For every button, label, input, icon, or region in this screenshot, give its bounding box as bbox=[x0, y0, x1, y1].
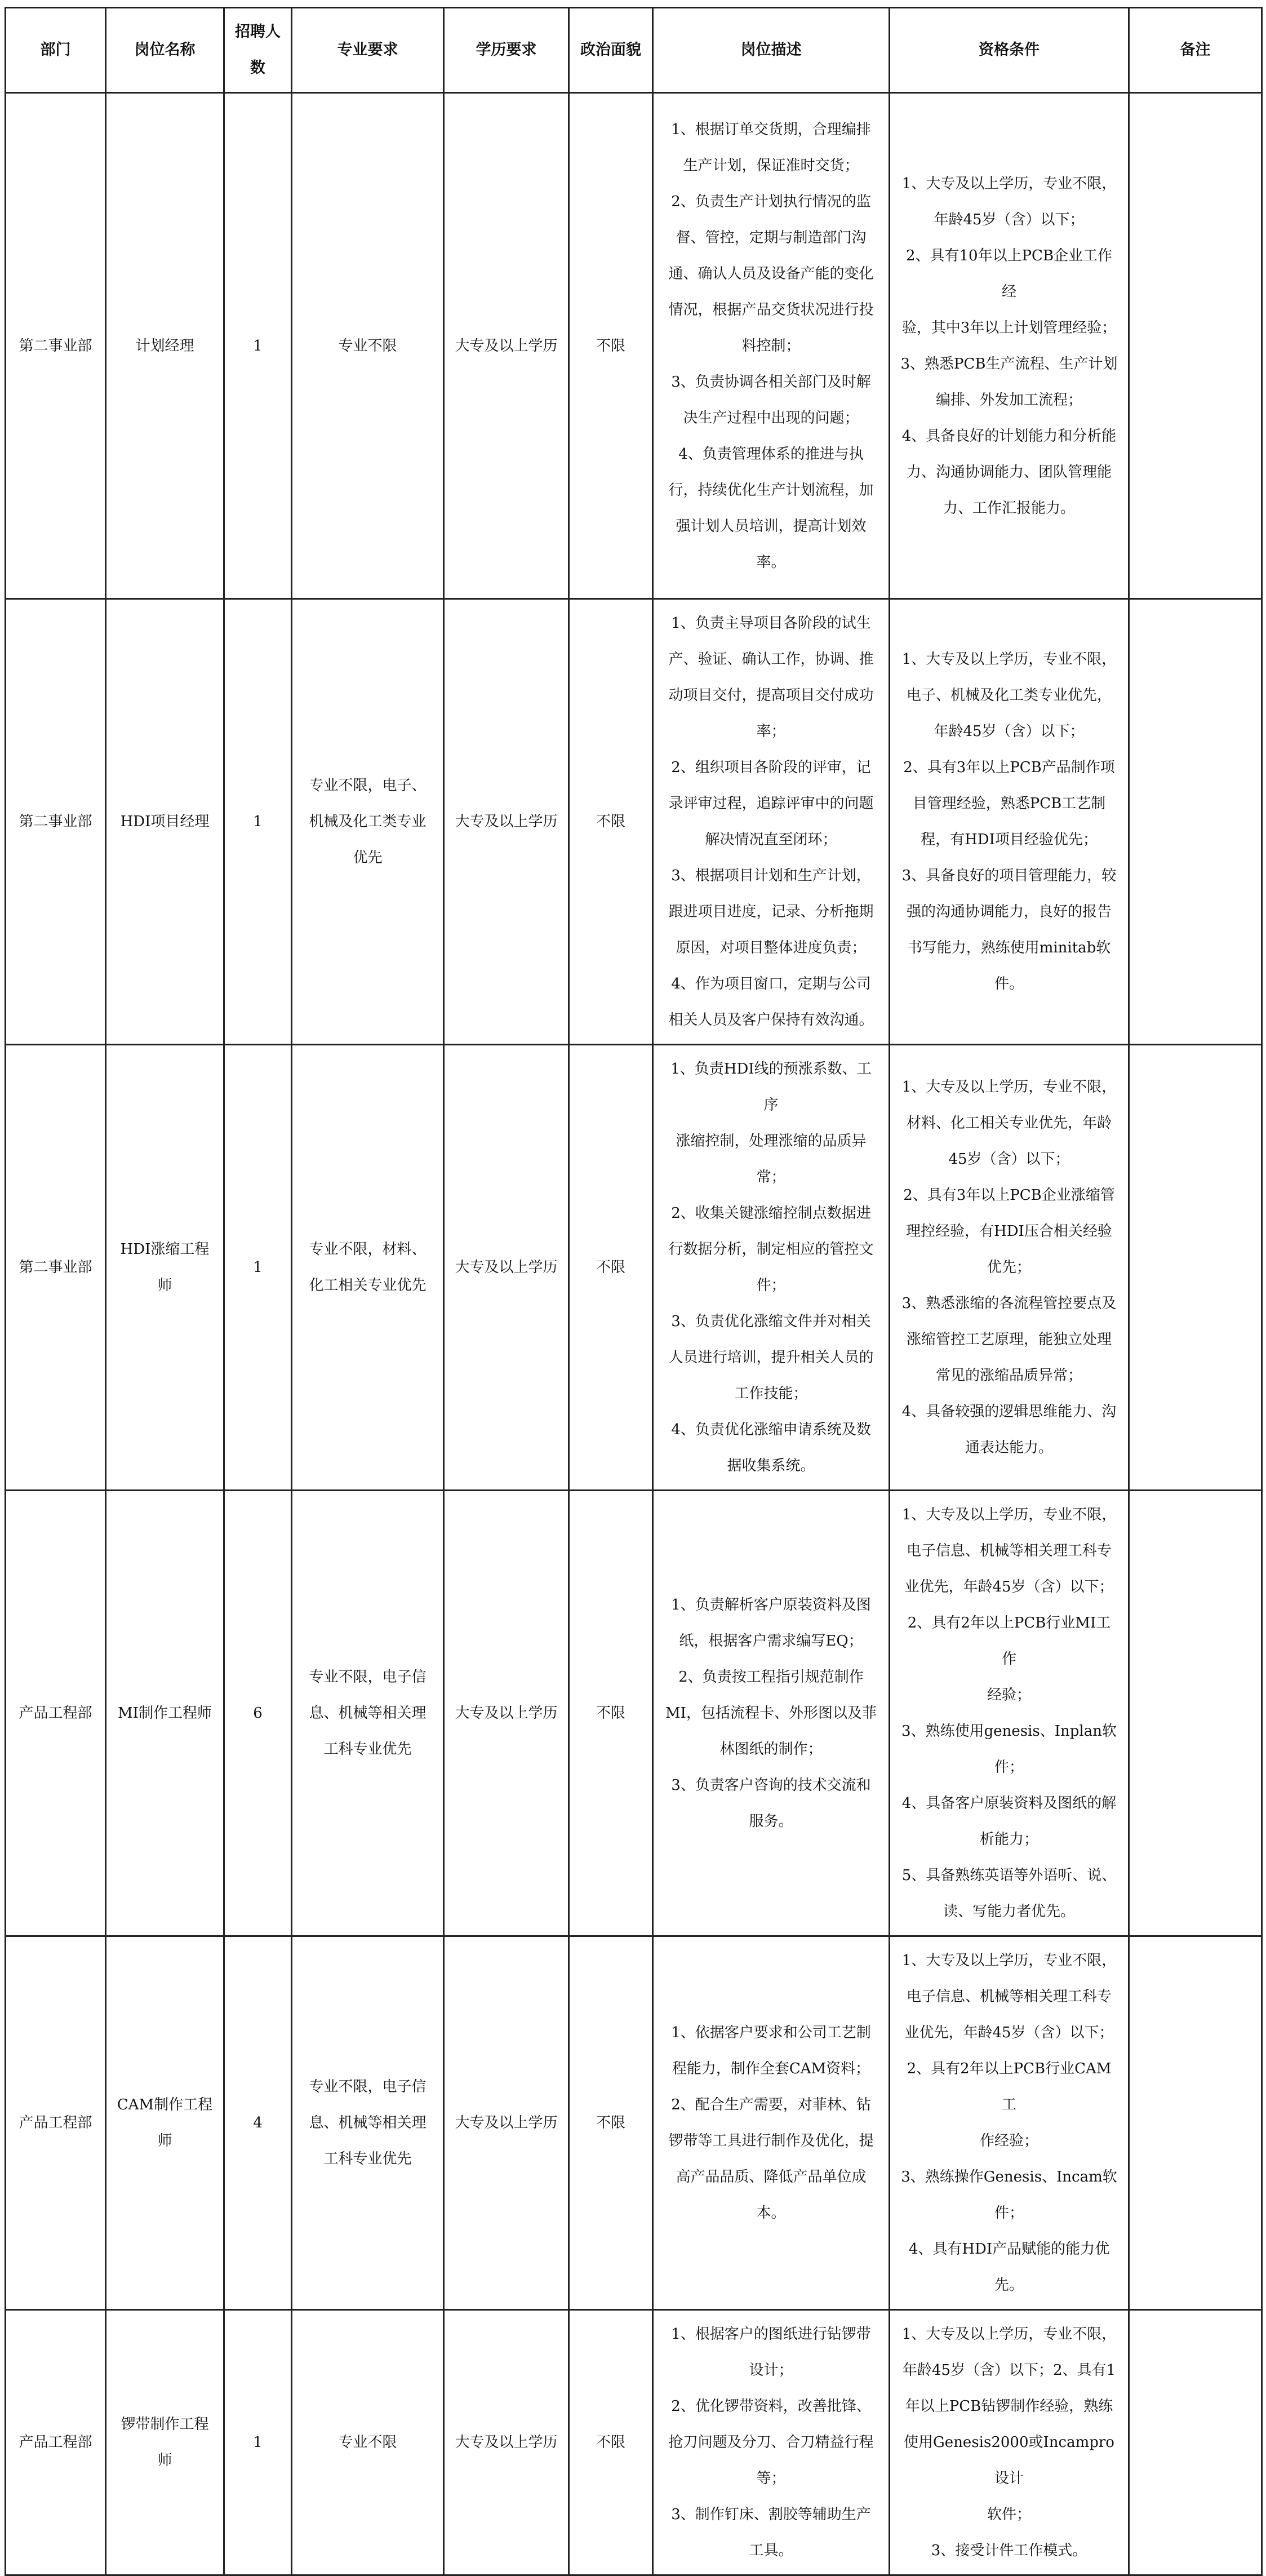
cell-position: CAM制作工程 师 bbox=[106, 1936, 224, 2310]
cell-major: 专业不限，电子、 机械及化工类专业 优先 bbox=[292, 599, 444, 1045]
cell-education: 大专及以上学历 bbox=[444, 1936, 569, 2310]
cell-remarks bbox=[1129, 1936, 1262, 2310]
cell-political: 不限 bbox=[569, 1491, 653, 1936]
cell-remarks bbox=[1129, 2310, 1262, 2575]
cell-description: 1、负责解析客户原装资料及图 纸，根据客户需求编写EQ； 2、负责按工程指引规范制作 MI，包括流程卡、外形图以及菲 林图纸的制作； 3、负责客户咨询的技术交流和 服务。 bbox=[653, 1491, 890, 1936]
cell-education: 大专及以上学历 bbox=[444, 1491, 569, 1936]
cell-education: 大专及以上学历 bbox=[444, 599, 569, 1045]
cell-qualification: 1、大专及以上学历，专业不限， 电子信息、机械等相关理工科专 业优先，年龄45岁（含）以下； 2、具有2年以上PCB行业MI工作 经验； 3、熟练使用genesis、Inplan软 件； 4、具备客户原装资料及图纸的解 析能力； 5、具备熟练英语等外语听、说、 读、写能力者优先。 bbox=[890, 1491, 1129, 1936]
cell-political: 不限 bbox=[569, 1936, 653, 2310]
cell-major: 专业不限 bbox=[292, 2310, 444, 2575]
cell-qualification: 1、大专及以上学历，专业不限， 年龄45岁（含）以下； 2、具有10年以上PCB企业工作经 验，其中3年以上计划管理经验； 3、熟悉PCB生产流程、生产计划 编排、外发加工流程； 4、具备良好的计划能力和分析能 力、沟通协调能力、团队管理能 力、工作汇报能力。 bbox=[890, 93, 1129, 599]
cell-position: HDI项目经理 bbox=[106, 599, 224, 1045]
header-political: 政治面貌 bbox=[569, 8, 653, 93]
table-row bbox=[6, 1936, 1262, 2310]
cell-education: 大专及以上学历 bbox=[444, 93, 569, 599]
cell-remarks bbox=[1129, 599, 1262, 1045]
table-row bbox=[6, 1045, 1262, 1491]
cell-count: 4 bbox=[224, 1936, 292, 2310]
header-dept: 部门 bbox=[6, 8, 106, 93]
table-row bbox=[6, 1491, 1262, 1936]
cell-position: MI制作工程师 bbox=[106, 1491, 224, 1936]
cell-count: 6 bbox=[224, 1491, 292, 1936]
cell-count: 1 bbox=[224, 2310, 292, 2575]
cell-political: 不限 bbox=[569, 93, 653, 599]
cell-position: 锣带制作工程 师 bbox=[106, 2310, 224, 2575]
cell-position: HDI涨缩工程 师 bbox=[106, 1045, 224, 1491]
cell-count: 1 bbox=[224, 1045, 292, 1491]
cell-political: 不限 bbox=[569, 599, 653, 1045]
cell-remarks bbox=[1129, 1045, 1262, 1491]
cell-education: 大专及以上学历 bbox=[444, 1045, 569, 1491]
cell-major: 专业不限，材料、 化工相关专业优先 bbox=[292, 1045, 444, 1491]
cell-major: 专业不限 bbox=[292, 93, 444, 599]
cell-remarks bbox=[1129, 93, 1262, 599]
cell-description: 1、负责HDI线的预涨系数、工序 涨缩控制，处理涨缩的品质异 常； 2、收集关键涨缩控制点数据进 行数据分析，制定相应的管控文 件； 3、负责优化涨缩文件并对相关 人员进行培训，提升相关人员的 工作技能； 4、负责优化涨缩申请系统及数 据收集系统。 bbox=[653, 1045, 890, 1491]
cell-qualification: 1、大专及以上学历，专业不限， 电子、机械及化工类专业优先， 年龄45岁（含）以下； 2、具有3年以上PCB产品制作项 目管理经验，熟悉PCB工艺制 程，有HDI项目经验优先； 3、具备良好的项目管理能力，较 强的沟通协调能力，良好的报告 书写能力，熟练使用minitab软 件。 bbox=[890, 599, 1129, 1045]
table-row bbox=[6, 93, 1262, 599]
cell-position: 计划经理 bbox=[106, 93, 224, 599]
cell-dept: 第二事业部 bbox=[6, 93, 106, 599]
cell-dept: 产品工程部 bbox=[6, 1491, 106, 1936]
cell-count: 1 bbox=[224, 599, 292, 1045]
header-education: 学历要求 bbox=[444, 8, 569, 93]
cell-count: 1 bbox=[224, 93, 292, 599]
header-count: 招聘人数 bbox=[224, 8, 292, 93]
header-row bbox=[6, 8, 1262, 93]
cell-education: 大专及以上学历 bbox=[444, 2310, 569, 2575]
cell-political: 不限 bbox=[569, 1045, 653, 1491]
cell-political: 不限 bbox=[569, 2310, 653, 2575]
header-qualification: 资格条件 bbox=[890, 8, 1129, 93]
cell-dept: 第二事业部 bbox=[6, 1045, 106, 1491]
cell-qualification: 1、大专及以上学历，专业不限， 年龄45岁（含）以下；2、具有1 年以上PCB钻锣制作经验，熟练 使用Genesis2000或Incampro设计 软件； 3、接受计件工作模式。 bbox=[890, 2310, 1129, 2575]
header-remarks: 备注 bbox=[1129, 8, 1262, 93]
cell-dept: 产品工程部 bbox=[6, 1936, 106, 2310]
cell-qualification: 1、大专及以上学历，专业不限， 电子信息、机械等相关理工科专 业优先，年龄45岁（含）以下； 2、具有2年以上PCB行业CAM工 作经验； 3、熟练操作Genesis、Incam软 件； 4、具有HDI产品赋能的能力优 先。 bbox=[890, 1936, 1129, 2310]
cell-dept: 第二事业部 bbox=[6, 599, 106, 1045]
cell-description: 1、根据客户的图纸进行钻锣带 设计； 2、优化锣带资料，改善批锋、 抢刀问题及分刀、合刀精益行程 等； 3、制作钉床、割胶等辅助生产 工具。 bbox=[653, 2310, 890, 2575]
header-major: 专业要求 bbox=[292, 8, 444, 93]
recruitment-table bbox=[5, 7, 1263, 2576]
header-position: 岗位名称 bbox=[106, 8, 224, 93]
cell-description: 1、负责主导项目各阶段的试生 产、验证、确认工作，协调、推 动项目交付，提高项目交付成功 率； 2、组织项目各阶段的评审，记 录评审过程，追踪评审中的问题 解决情况直至闭环； 3、根据项目计划和生产计划， 跟进项目进度，记录、分析拖期 原因，对项目整体进度负责； 4、作为项目窗口，定期与公司 相关人员及客户保持有效沟通。 bbox=[653, 599, 890, 1045]
header-description: 岗位描述 bbox=[653, 8, 890, 93]
cell-description: 1、根据订单交货期，合理编排 生产计划，保证准时交货； 2、负责生产计划执行情况的监 督、管控，定期与制造部门沟 通、确认人员及设备产能的变化 情况，根据产品交货状况进行投 料控制； 3、负责协调各相关部门及时解 决生产过程中出现的问题； 4、负责管理体系的推进与执 行，持续优化生产计划流程，加 强计划人员培训，提高计划效 率。 bbox=[653, 93, 890, 599]
table-row bbox=[6, 2310, 1262, 2575]
cell-qualification: 1、大专及以上学历，专业不限， 材料、化工相关专业优先，年龄 45岁（含）以下； 2、具有3年以上PCB企业涨缩管 理控经验，有HDI压合相关经验优先； 3、熟悉涨缩的各流程管控要点及 涨缩管控工艺原理，能独立处理 常见的涨缩品质异常； 4、具备较强的逻辑思维能力、沟 通表达能力。 bbox=[890, 1045, 1129, 1491]
cell-remarks bbox=[1129, 1491, 1262, 1936]
cell-major: 专业不限，电子信 息、机械等相关理 工科专业优先 bbox=[292, 1491, 444, 1936]
table-row bbox=[6, 599, 1262, 1045]
cell-major: 专业不限，电子信 息、机械等相关理 工科专业优先 bbox=[292, 1936, 444, 2310]
cell-description: 1、依据客户要求和公司工艺制 程能力，制作全套CAM资料； 2、配合生产需要，对菲林、钻 锣带等工具进行制作及优化，提 高产品品质、降低产品单位成 本。 bbox=[653, 1936, 890, 2310]
cell-dept: 产品工程部 bbox=[6, 2310, 106, 2575]
